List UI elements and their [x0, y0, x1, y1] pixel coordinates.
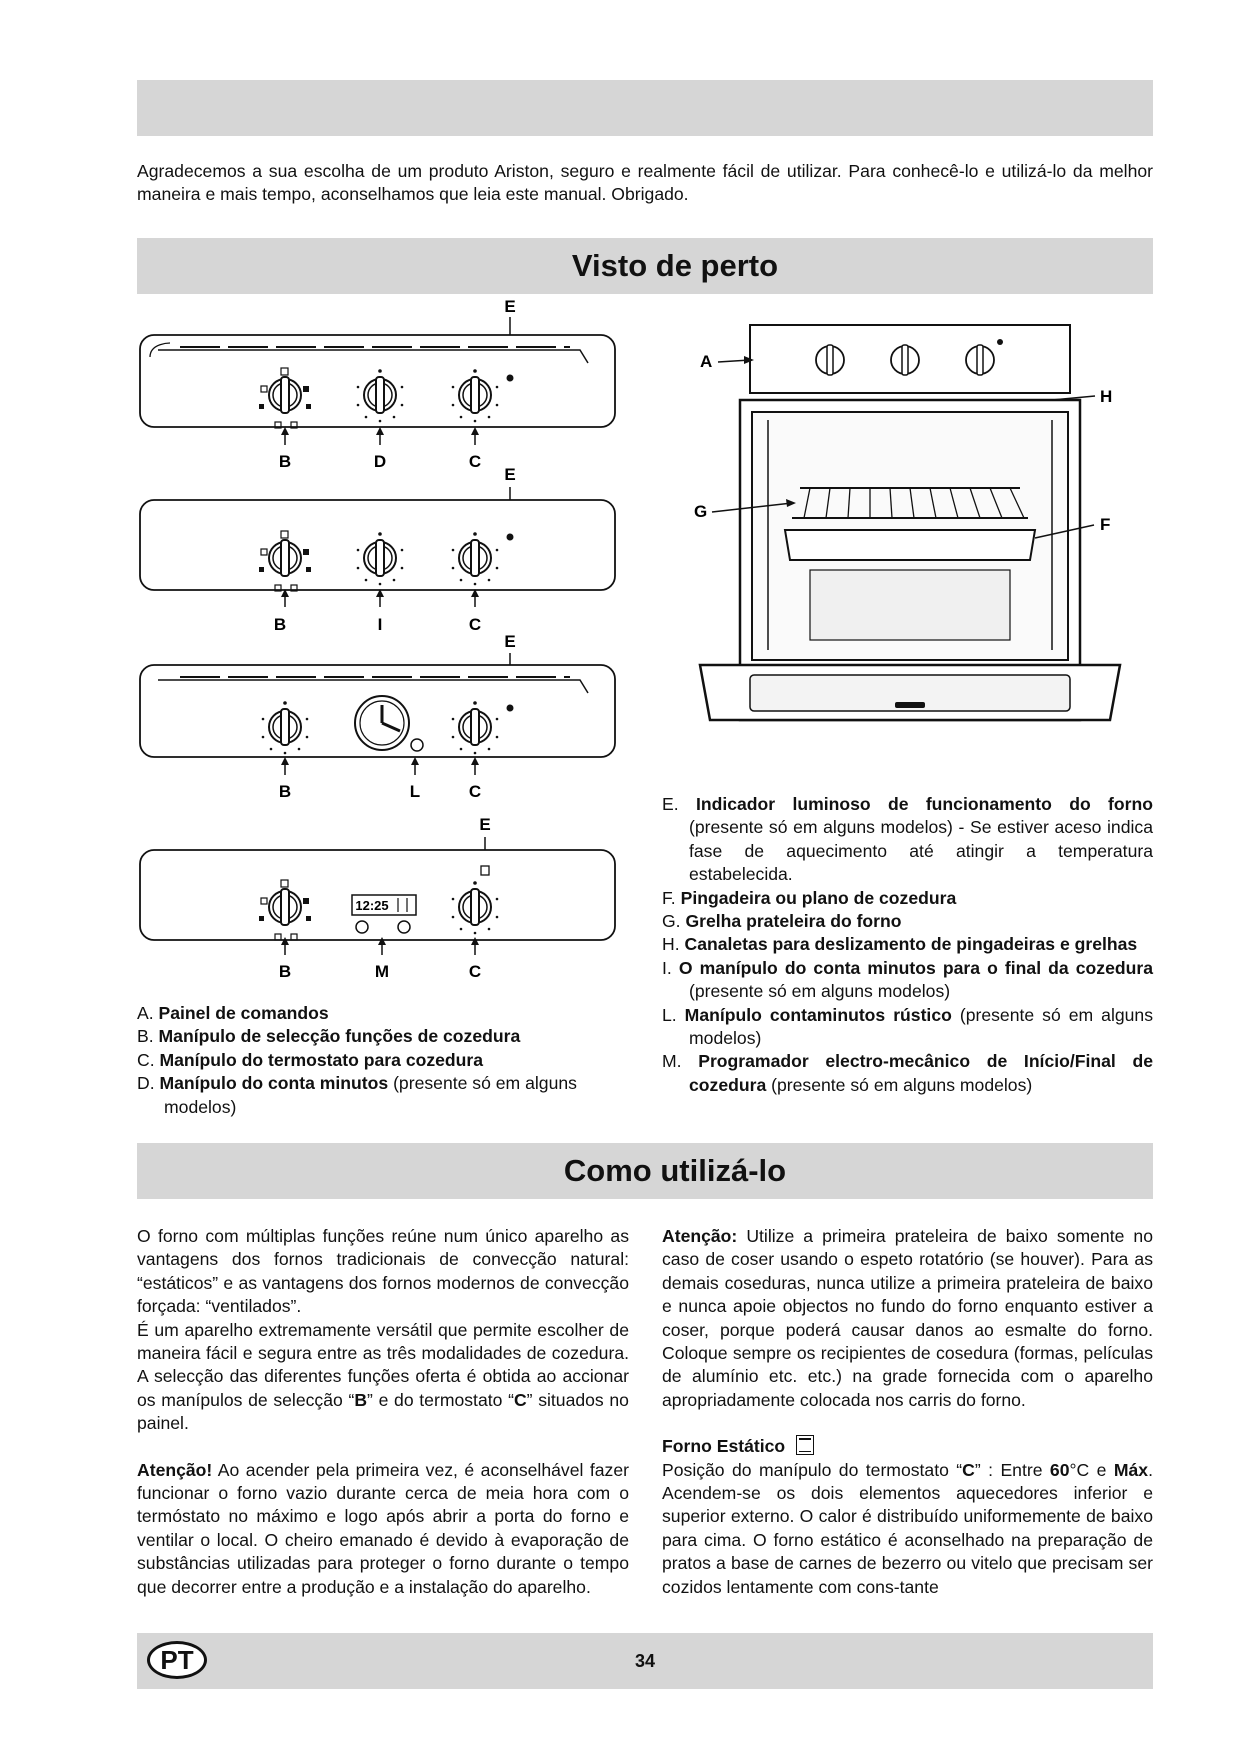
section-title-how-to-use: Como utilizá-lo: [137, 1143, 1153, 1199]
panel4-label-m: M: [374, 962, 390, 981]
panel1-label-c: C: [468, 452, 482, 471]
left-paragraph-2: É um aparelho extremamente versátil que permite escolher de maneira fácil e segura entre as três modalidades de cozedura. A selecção das diferentes funções oferta é obtida ao accionar os manípulos de selecção “B” e do termostato “C” situados no painel.: [137, 1319, 629, 1434]
panel3-e-label: E: [504, 632, 516, 651]
panel3-label-b: B: [278, 782, 292, 801]
legend-item-g: G. Grelha prateleira do forno: [662, 911, 902, 932]
panel4-e-label: E: [479, 815, 491, 834]
oven-label-f: F: [1100, 515, 1111, 534]
oven-label-a: A: [700, 352, 713, 371]
page-number: 34: [634, 1651, 656, 1671]
left-paragraph-1: O forno com múltiplas funções reúne num único aparelho as vantagens dos fornos tradicionais de convecção natural: “estáticos” e as vantagens dos fornos modernos de convecção forçada: “ventilados”.: [137, 1226, 629, 1317]
legend-item-d: D. Manípulo do conta minutos (presente só em alguns modelos): [137, 1073, 577, 1117]
static-oven-icon: [796, 1435, 814, 1455]
legend-item-f: F. Pingadeira ou plano de cozedura: [662, 887, 957, 908]
header-band: [137, 80, 1153, 136]
right-paragraph-2: Posição do manípulo do termostato “C” : Entre 60°C e Máx. Acendem-se os dois elementos aquecedores inferior e superior externo. O calor é distribuído uniformemente de baixo para cima. O forno estático é aconselhado na preparação de pratos a base de carnes de bezerro ou vitelo que precisam ser cozidos lentamente com cons-tante: [662, 1459, 1153, 1597]
panel1-e-label: E: [504, 297, 516, 316]
legend-item-m: M. Programador electro-mecânico de Início/Final de cozedura (presente só em alguns modelos): [662, 1051, 1154, 1095]
left-paragraph-3: Atenção! Ao acender pela primeira vez, é aconselhável fazer funcionar o forno vazio durante cerca de meia hora com o termóstato no máximo e logo após abrir a porta do forno e ventilar o local. O cheiro emanado é devido à evaporação de substâncias utilizadas para proteger o forno durante o tempo que decorrer entre a produção e a instalação do aparelho.: [137, 1459, 629, 1597]
static-oven-title: Forno Estático: [662, 1436, 786, 1457]
oven-label-g: G: [694, 502, 708, 521]
timer-display: 12:25: [355, 898, 389, 913]
oven-diagram: [680, 320, 1160, 750]
panel2-label-c: C: [468, 615, 482, 634]
static-oven-heading: [662, 1435, 1153, 1458]
panel1-label-d: D: [373, 452, 387, 471]
legend-right: [662, 793, 1153, 1097]
legend-item-h: H. Canaletas para deslizamento de pingadeiras e grelhas: [662, 934, 1138, 955]
legend-item-c: C. Manípulo do termostato para cozedura: [137, 1049, 484, 1070]
legend-item-a: A. Painel de comandos: [137, 1003, 329, 1023]
panel2-label-b: B: [273, 615, 287, 634]
control-panels-diagram: [130, 295, 620, 995]
panel1-label-b: B: [278, 452, 292, 471]
legend-left: [137, 1002, 627, 1119]
legend-item-l: L. Manípulo contaminutos rústico (presente só em alguns modelos): [662, 1004, 1154, 1049]
legend-item-i: I. O manípulo do conta minutos para o final da cozedura (presente só em alguns modelos): [662, 957, 1153, 1002]
panel2-e-label: E: [504, 465, 516, 484]
panel3-label-c: C: [468, 782, 482, 801]
left-column: [137, 1225, 629, 1599]
section-title-close-look: Visto de perto: [137, 238, 1153, 294]
panel3-label-l: L: [409, 782, 421, 801]
language-badge: PT: [147, 1641, 207, 1679]
panel4-label-c: C: [468, 962, 482, 981]
legend-item-e: E. Indicador luminoso de funcionamento do forno (presente só em alguns modelos) - Se estiver aceso indica fase de aquecimento até atingir a temperatura estabelecida.: [662, 794, 1153, 885]
right-column: [662, 1225, 1153, 1599]
right-paragraph-1: Atenção: Utilize a primeira prateleira de baixo somente no caso de coser usando o espeto rotatório (se houver). Para as demais coseduras, nunca utilize a primeira prateleira de baixo e nunca apoie objectos no fundo do forno enquanto estiver a coser, porque poderá causar danos ao esmalte do forno. Coloque sempre os recipientes de cosedura (formas, películas de alumínio etc. etc.) na grade fornecida com o aparelho apropriadamente colocada nos carris do forno.: [662, 1226, 1153, 1410]
panel2-label-i: I: [377, 615, 383, 634]
oven-label-h: H: [1100, 387, 1113, 406]
legend-item-b: B. Manípulo de selecção funções de cozedura: [137, 1026, 521, 1047]
intro-text: Agradecemos a sua escolha de um produto Ariston, seguro e realmente fácil de utilizar. Para conhecê-lo e utilizá-lo da melhor maneira e mais tempo, aconselhamos que leia este manual. Obrigado.: [137, 161, 1153, 205]
panel4-label-b: B: [278, 962, 292, 981]
footer-band: [137, 1633, 1153, 1689]
